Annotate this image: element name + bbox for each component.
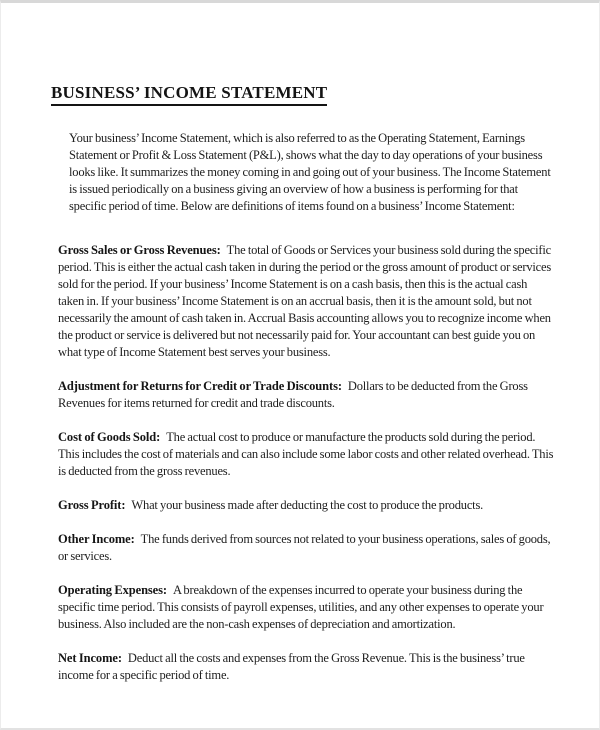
- definition-text: The total of Goods or Services your business sold during the specific period. This is either the actual cash taken in during the period or the gross amount of product or services sold for the period. If your business’ Income Statement is on a cash basis, then this is the actual cash taken in. If your business’ Income Statement is on an accrual basis, then it is the amount sold, but not necessarily the amount of cash taken in. Accrual Basis accounting allows you to recognize income when the product or service is delivered but not necessarily paid for. Your accountant can best guide you on what type of Income Statement best serves your business.: [58, 243, 552, 359]
- definition-term: Gross Sales or Gross Revenues:: [58, 243, 221, 257]
- definition-term: Other Income:: [58, 532, 135, 546]
- definition-text: What your business made after deducting the cost to produce the products.: [131, 498, 484, 512]
- definition-term: Gross Profit:: [58, 498, 126, 512]
- definition-item-adjustment-for-returns: [58, 378, 554, 412]
- definitions-list: [58, 242, 554, 684]
- definition-text: The actual cost to produce or manufacture the products sold during the period. This includes the cost of materials and can also include some labor costs and other related overhead. This is deducted from the gross revenues.: [58, 430, 554, 478]
- document-title-text: BUSINESS’ INCOME STATEMENT: [51, 83, 327, 106]
- definition-text: Deduct all the costs and expenses from the Gross Revenue. This is the business’ true income for a specific period of time.: [58, 651, 525, 682]
- definition-term: Operating Expenses:: [58, 583, 167, 597]
- definition-text: A breakdown of the expenses incurred to operate your business during the specific time period. This consists of payroll expenses, utilities, and any other expenses to operate your business. Also included are the non-cash expenses of depreciation and amortization.: [58, 583, 544, 631]
- document-title: [51, 83, 554, 106]
- definition-item-operating-expenses: [58, 582, 554, 633]
- definition-term: Net Income:: [58, 651, 122, 665]
- definition-item-other-income: [58, 531, 554, 565]
- definition-item-net-income: [58, 650, 554, 684]
- definition-term: Cost of Goods Sold:: [58, 430, 161, 444]
- definition-item-gross-profit: [58, 497, 554, 514]
- definition-text: Dollars to be deducted from the Gross Revenues for items returned for credit and trade discounts.: [58, 379, 528, 410]
- definition-item-cost-of-goods-sold: [58, 429, 554, 480]
- definition-text: The funds derived from sources not related to your business operations, sales of goods, or services.: [58, 532, 551, 563]
- definition-item-gross-sales: [58, 242, 554, 361]
- definition-term: Adjustment for Returns for Credit or Trade Discounts:: [58, 379, 342, 393]
- intro-paragraph: Your business’ Income Statement, which is also referred to as the Operating Statement, Earnings Statement or Profit & Loss Statement (P&L), shows what the day to day operations of your business looks like. It summarizes the money coming in and going out of your business. The Income Statement is issued periodically on a business giving an overview of how a business is performing for that specific period of time. Below are definitions of items found on a business’ Income Statement:: [69, 131, 551, 213]
